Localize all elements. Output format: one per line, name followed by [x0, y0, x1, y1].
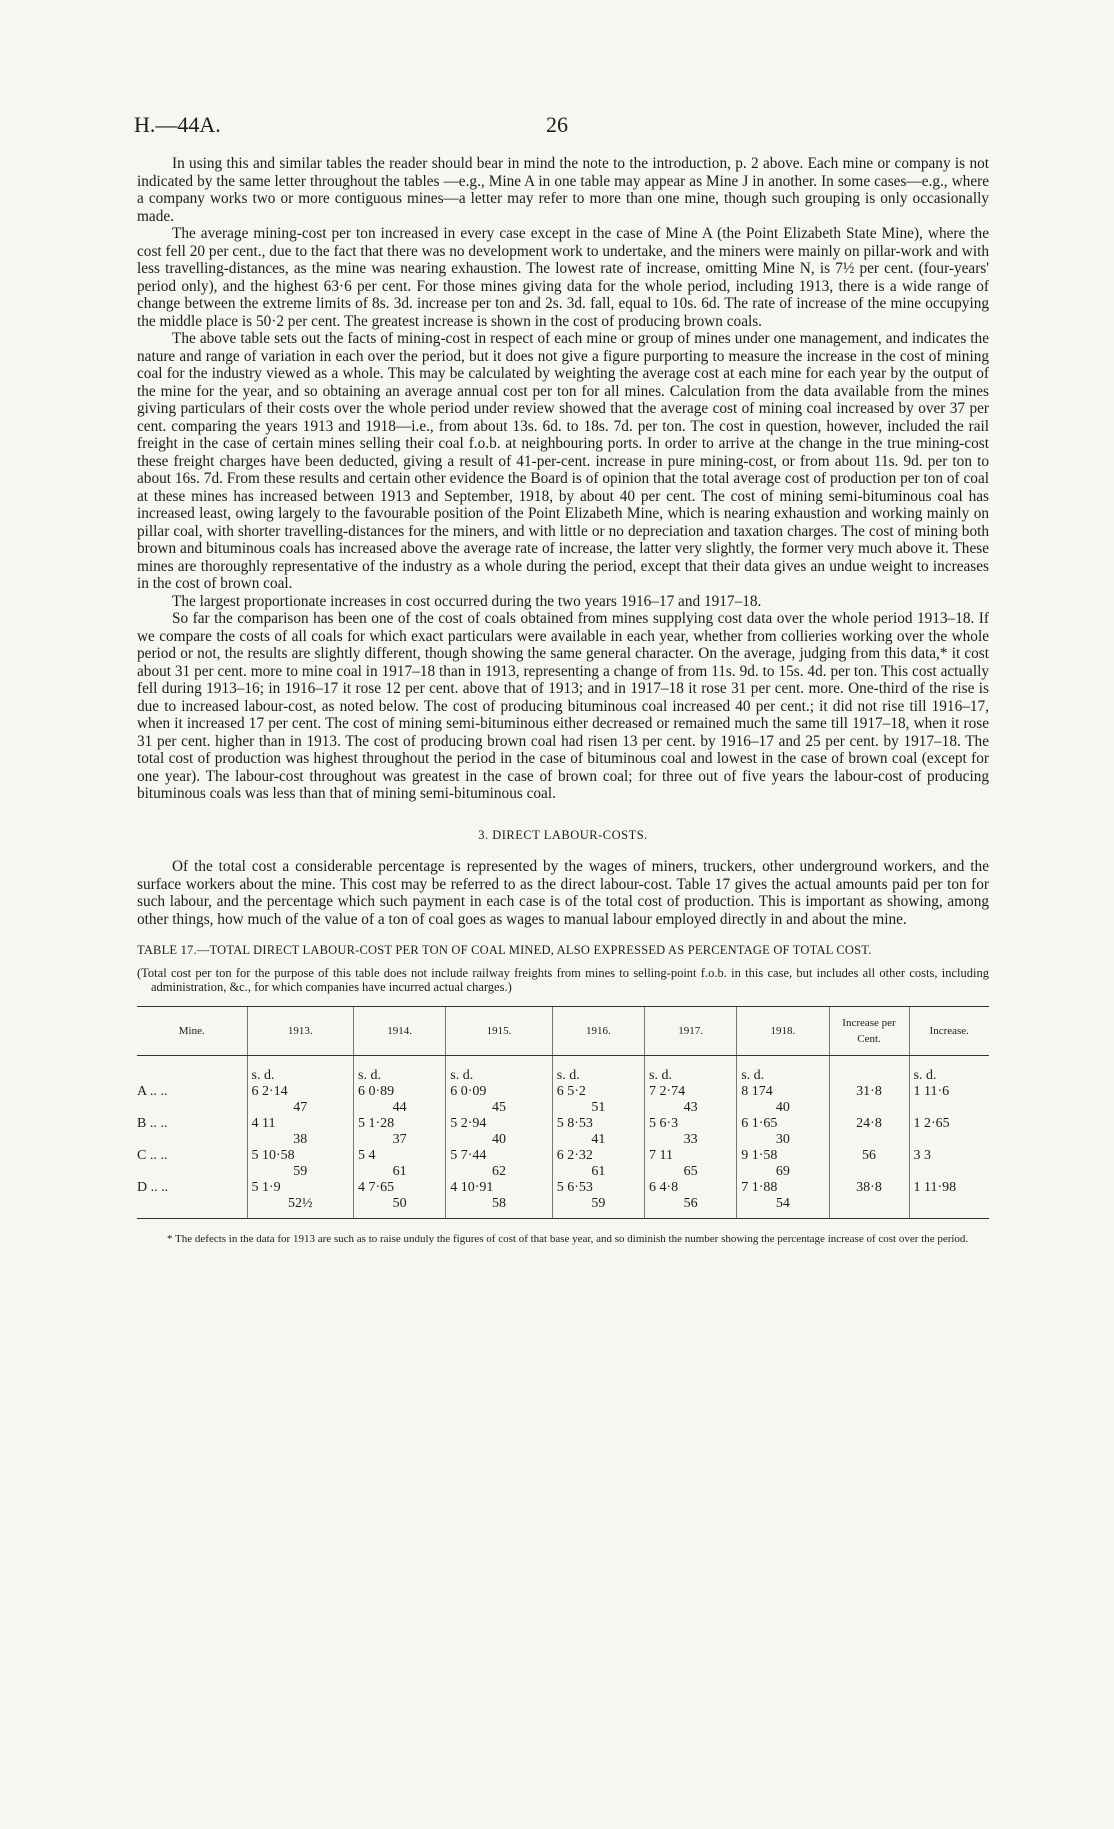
paragraph: The above table sets out the facts of mining-cost in respect of each mine or group of mines under one management, and indicates the nature and range of variation in each over the period, but it does not give a figure purporting to measure the increase in the cost of mining coal for the industry viewed as a whole. This may be calculated by weighting the average cost at each mine for each year by the output of the mine for the year, and so obtaining an average annual cost per ton for all mines. Calculation from the data available from the mines giving particulars of their costs over the whole period under review showed that the average cost of mining coal increased by over 37 per cent. comparing the years 1913 and 1918—i.e., from about 13s. 6d. to 18s. 7d. per ton. The cost in question, however, included the rail freight in the case of certain mines selling their coal f.o.b. at neighbouring ports. In order to arrive at the change in the true mining-cost these freight charges have been deducted, giving a result of 41-per-cent. increase in pure mining-cost, or from about 11s. 9d. per ton to about 16s. 7d. From these results and certain other evidence the Board is of opinion that the total average cost of production per ton of coal at these mines has increased between 1913 and September, 1918, by about 40 per cent. The cost of mining semi-bituminous coal has increased least, owing largely to the favourable position of the Point Elizabeth Mine, which is nearing exhaustion and working mainly on pillar coal, with shorter travelling-distances for the miners, and with little or no depreciation and taxation charges. The cost of mining both brown and bituminous coals has increased above the average rate of increase, the latter very slightly, the former very much above it. These mines are thoroughly representative of the industry as a whole during the period, except that their data gives an undue weight to increases in the cost of brown coal.	[137, 330, 989, 592]
column-header: 1917.	[645, 1006, 737, 1055]
unit-label: s. d.	[552, 1068, 644, 1084]
percent-cell: 54	[737, 1196, 829, 1219]
column-header: Increase.	[909, 1006, 989, 1055]
cost-cell: 5 1·28	[354, 1116, 446, 1132]
percent-cell: 47	[247, 1100, 354, 1116]
percent-cell: 41	[552, 1132, 644, 1148]
table-row	[137, 1180, 989, 1196]
unit-label: s. d.	[737, 1068, 829, 1084]
cost-cell: 5 2·94	[446, 1116, 553, 1132]
table-row-percent	[137, 1132, 989, 1148]
labour-cost-table	[137, 1006, 989, 1219]
increase-cell: 1 11·98	[909, 1180, 989, 1196]
table-note: (Total cost per ton for the purpose of this table does not include railway freights from mines to selling-point f.o.b. in this case, but includes all other costs, including administration, &c., for which companies have incurred actual charges.)	[137, 965, 989, 994]
increase-percent-cell: 56	[829, 1148, 909, 1164]
cost-cell: 8 174	[737, 1084, 829, 1100]
percent-cell: 61	[354, 1164, 446, 1180]
increase-percent-cell: 38·8	[829, 1180, 909, 1196]
percent-cell: 51	[552, 1100, 644, 1116]
units-row	[137, 1068, 989, 1084]
mine-label: B .. ..	[137, 1115, 168, 1131]
column-header: 1915.	[446, 1006, 553, 1055]
percent-cell: 58	[446, 1196, 553, 1219]
unit-label: s. d.	[909, 1068, 989, 1084]
cost-cell: 7 11	[645, 1148, 737, 1164]
cost-cell: 6 0·89	[354, 1084, 446, 1100]
column-header: 1913.	[247, 1006, 354, 1055]
cost-cell: 6 0·09	[446, 1084, 553, 1100]
cost-cell: 4 10·91	[446, 1180, 553, 1196]
paragraph: The average mining-cost per ton increased in every case except in the case of Mine A (the Point Elizabeth State Mine), where the cost fell 20 per cent., due to the fact that there was no development work to undertake, and the miners were mainly on pillar-work and with less travelling-distances, as the mine was nearing exhaustion. The lowest rate of increase, omitting Mine N, is 7½ per cent. (four-years' period only), and the highest 63·6 per cent. For those mines giving data for the whole period, including 1913, there is a wide range of change between the extreme limits of 8s. 3d. increase per ton and 2s. 3d. fall, equal to 10s. 6d. The rate of increase of the mine occupying the middle place is 50·2 per cent. The greatest increase is shown in the cost of producing brown coals.	[137, 225, 989, 330]
table-caption: TABLE 17.—TOTAL DIRECT LABOUR-COST PER TON OF COAL MINED, ALSO EXPRESSED AS PERCENTAGE OF TOTAL COST.	[137, 943, 872, 957]
paragraph: So far the comparison has been one of the cost of coals obtained from mines supplying cost data over the whole period 1913–18. If we compare the costs of all coals for which exact particulars were available in each year, whether from collieries working over the whole period or not, the results are slightly different, though showing the same general character. On the average, judging from this data,* it cost about 31 per cent. more to mine coal in 1917–18 than in 1913, representing a change of from 11s. 9d. to 15s. 4d. per ton. This cost actually fell during 1913–16; in 1916–17 it rose 12 per cent. above that of 1913; and in 1917–18 it rose 31 per cent. more. One-third of the rise is due to increased labour-cost, as noted below. The cost of producing bituminous coal increased 40 per cent.; it did not rise till 1916–17, when it increased 17 per cent. The cost of mining semi-bituminous either decreased or remained much the same till 1917–18, when it rose 31 per cent. higher than in 1913. The cost of producing brown coal had risen 13 per cent. by 1916–17 and 25 per cent. by 1917–18. The total cost of production was highest throughout the period in the case of bituminous coal and lowest in the case of brown coal (except for one year). The labour-cost throughout was greatest in the case of brown coal; for three out of five years the labour-cost of producing bituminous coals was less than that of mining semi-bituminous coal.	[137, 610, 989, 802]
document-reference: H.—44A.	[134, 112, 221, 137]
cost-cell: 7 2·74	[645, 1084, 737, 1100]
increase-cell: 3 3	[909, 1148, 989, 1164]
cost-cell: 9 1·58	[737, 1148, 829, 1164]
cost-cell: 5 4	[354, 1148, 446, 1164]
footnote: * The defects in the data for 1913 are such as to raise unduly the figures of cost of that base year, and so diminish the number showing the percentage increase of cost over the period.	[167, 1232, 969, 1245]
increase-percent-cell: 31·8	[829, 1084, 909, 1100]
table-row	[137, 1148, 989, 1164]
percent-cell: 59	[552, 1196, 644, 1219]
percent-cell: 38	[247, 1132, 354, 1148]
percent-cell: 45	[446, 1100, 553, 1116]
percent-cell: 56	[645, 1196, 737, 1219]
table-row-percent	[137, 1100, 989, 1116]
percent-cell: 30	[737, 1132, 829, 1148]
unit-label: s. d.	[645, 1068, 737, 1084]
mine-label: A .. ..	[137, 1083, 168, 1099]
increase-percent-cell: 24·8	[829, 1116, 909, 1132]
cost-cell: 6 2·32	[552, 1148, 644, 1164]
column-header: Mine.	[137, 1006, 247, 1055]
cost-cell: 6 1·65	[737, 1116, 829, 1132]
percent-cell: 59	[247, 1164, 354, 1180]
cost-cell: 5 10·58	[247, 1148, 354, 1164]
cost-cell: 5 6·3	[645, 1116, 737, 1132]
percent-cell: 40	[446, 1132, 553, 1148]
cost-cell: 7 1·88	[737, 1180, 829, 1196]
table-row	[137, 1084, 989, 1100]
cost-cell: 5 1·9	[247, 1180, 354, 1196]
column-header: 1918.	[737, 1006, 829, 1055]
paragraph: The largest proportionate increases in cost occurred during the two years 1916–17 and 1917–18.	[172, 592, 762, 610]
unit-label: s. d.	[354, 1068, 446, 1084]
percent-cell: 62	[446, 1164, 553, 1180]
page-number: 26	[546, 112, 568, 137]
cost-cell: 6 5·2	[552, 1084, 644, 1100]
page-header	[134, 112, 980, 142]
table-row	[137, 1116, 989, 1132]
mine-label: D .. ..	[137, 1179, 169, 1195]
percent-cell: 33	[645, 1132, 737, 1148]
cost-cell: 5 6·53	[552, 1180, 644, 1196]
column-header: Increase per Cent.	[829, 1006, 909, 1055]
percent-cell: 37	[354, 1132, 446, 1148]
percent-cell: 65	[645, 1164, 737, 1180]
column-header: 1914.	[354, 1006, 446, 1055]
body-text	[137, 155, 989, 1246]
mine-label: C .. ..	[137, 1147, 168, 1163]
percent-cell: 43	[645, 1100, 737, 1116]
cost-cell: 5 8·53	[552, 1116, 644, 1132]
percent-cell: 44	[354, 1100, 446, 1116]
cost-cell: 6 4·8	[645, 1180, 737, 1196]
section-heading: 3. DIRECT LABOUR-COSTS.	[478, 827, 648, 842]
percent-cell: 52½	[247, 1196, 354, 1219]
table-row-percent	[137, 1196, 989, 1219]
table-row-percent	[137, 1164, 989, 1180]
percent-cell: 40	[737, 1100, 829, 1116]
percent-cell: 50	[354, 1196, 446, 1219]
percent-cell: 69	[737, 1164, 829, 1180]
increase-cell: 1 11·6	[909, 1084, 989, 1100]
unit-label: s. d.	[247, 1068, 354, 1084]
cost-cell: 4 11	[247, 1116, 354, 1132]
cost-cell: 4 7·65	[354, 1180, 446, 1196]
paragraph: Of the total cost a considerable percentage is represented by the wages of miners, truckers, other underground workers, and the surface workers about the mine. This cost may be referred to as the direct labour-cost. Table 17 gives the actual amounts paid per ton for such labour, and the percentage which such payment in each case is of the total cost of production. This is important as showing, among other things, how much of the value of a ton of coal goes as wages to manual labour employed directly in and about the mine.	[137, 858, 989, 928]
increase-cell: 1 2·65	[909, 1116, 989, 1132]
percent-cell: 61	[552, 1164, 644, 1180]
cost-cell: 5 7·44	[446, 1148, 553, 1164]
column-header: 1916.	[552, 1006, 644, 1055]
unit-label: s. d.	[446, 1068, 553, 1084]
cost-cell: 6 2·14	[247, 1084, 354, 1100]
paragraph: In using this and similar tables the reader should bear in mind the note to the introduction, p. 2 above. Each mine or company is not indicated by the same letter throughout the tables —e.g., Mine A in one table may appear as Mine J in another. In some cases—e.g., where a company works two or more contiguous mines—a letter may refer to more than one mine, though such grouping is only occasionally made.	[137, 155, 989, 225]
